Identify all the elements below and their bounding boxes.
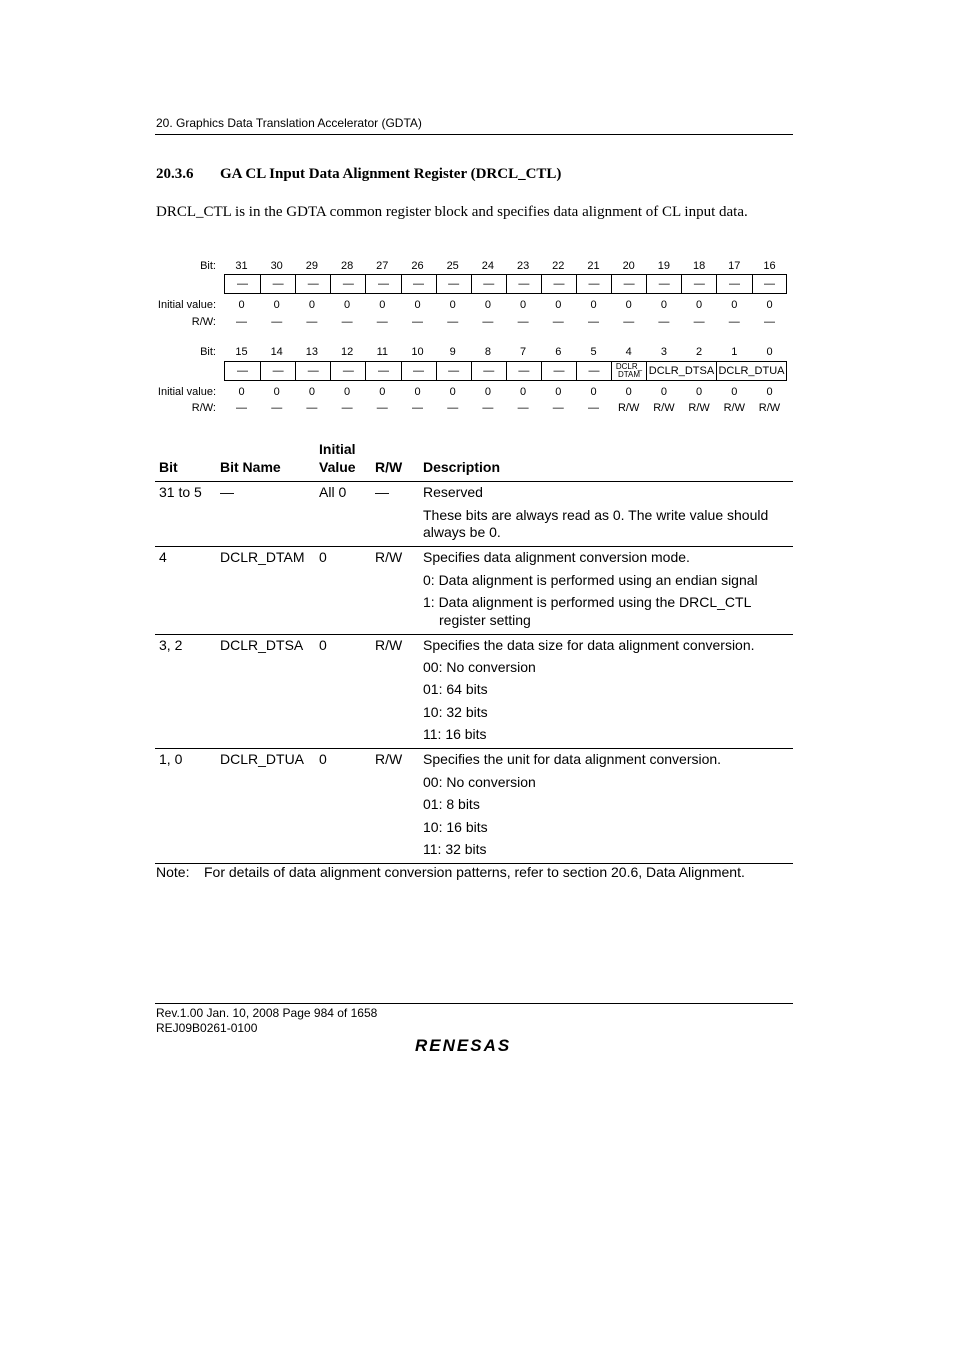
row-initial: 0	[319, 549, 327, 565]
footer-doc-number: REJ09B0261-0100	[156, 1021, 258, 1035]
reserved-field: —	[401, 275, 436, 293]
rw-value: R/W	[758, 402, 781, 414]
initial-value: 0	[696, 386, 703, 398]
rw-value: R/W	[617, 402, 640, 414]
bit-number: 5	[590, 346, 597, 358]
header-rule	[155, 134, 793, 135]
running-header: 20. Graphics Data Translation Accelerator (GDTA)	[156, 116, 422, 130]
rw-value: —	[517, 316, 529, 328]
rw-value: —	[306, 316, 318, 328]
rw-value: —	[728, 316, 740, 328]
footer-rev-line: Rev.1.00 Jan. 10, 2008 Page 984 of 1658	[156, 1006, 378, 1020]
row-description: 10: 32 bits	[423, 704, 488, 720]
rw-value: —	[341, 402, 353, 414]
row-rw: R/W	[375, 751, 403, 767]
initial-value: 0	[449, 386, 456, 398]
initial-value: 0	[238, 386, 245, 398]
rw-value: R/W	[653, 402, 675, 414]
initial-value: 0	[449, 299, 456, 311]
reserved-field: —	[330, 362, 365, 380]
note-label: Note:	[156, 864, 190, 880]
row-description: Specifies data alignment conversion mode.	[423, 549, 690, 565]
initial-value: 0	[590, 386, 597, 398]
row-bit-name: DCLR_DTAM	[220, 549, 305, 565]
reserved-field: —	[237, 365, 249, 377]
bit-number: 14	[270, 346, 283, 358]
rw-value: —	[236, 402, 247, 414]
initial-value: 0	[379, 386, 386, 398]
row-rule	[155, 748, 793, 749]
header-value: Value	[319, 459, 356, 475]
rw-value: —	[764, 316, 775, 328]
rw-value: —	[552, 402, 564, 414]
initial-value: 0	[308, 386, 315, 398]
rw-label: R/W:	[191, 316, 216, 328]
row-bit: 4	[159, 549, 167, 565]
rw-value: —	[412, 402, 423, 414]
row-description: These bits are always read as 0. The write value should	[423, 507, 769, 523]
row-description: always be 0.	[423, 524, 501, 540]
rw-value: —	[271, 402, 283, 414]
renesas-logo	[413, 1035, 535, 1060]
row-initial: All 0	[319, 484, 347, 500]
row-initial: 0	[319, 751, 327, 767]
reserved-field: —	[681, 275, 716, 293]
initial-value: 0	[590, 299, 597, 311]
reserved-field: —	[506, 275, 541, 293]
section-heading: GA CL Input Data Alignment Register (DRCL_CTL)	[220, 166, 562, 182]
rw-value: —	[306, 402, 318, 414]
reserved-field: —	[401, 362, 436, 380]
initial-value: 0	[660, 386, 667, 398]
bit-number: 1	[731, 346, 738, 358]
reserved-field: —	[576, 362, 611, 380]
rw-value: —	[482, 402, 494, 414]
reserved-field: —	[716, 275, 751, 293]
header-bit: Bit	[159, 459, 178, 475]
bit-number: 9	[449, 346, 456, 358]
row-description: Specifies the data size for data alignment conversion.	[423, 637, 755, 653]
intro-paragraph: DRCL_CTL is in the GDTA common register block and specifies data alignment of CL input data.	[156, 204, 748, 220]
bit-number: 12	[340, 346, 354, 358]
rw-value: —	[588, 316, 599, 328]
bit-number: 21	[587, 260, 600, 272]
reserved-field: —	[646, 275, 681, 293]
rw-label: R/W:	[191, 402, 216, 414]
initial-value: 0	[484, 299, 491, 311]
initial-value: 0	[625, 299, 632, 311]
bit-number: 18	[692, 260, 706, 272]
bit-number: 19	[657, 260, 671, 272]
row-description: Specifies the unit for data alignment conversion.	[423, 751, 722, 767]
row-rule	[155, 634, 793, 635]
row-bit-name: DCLR_DTUA	[220, 751, 305, 767]
reserved-field: —	[541, 362, 576, 380]
rw-value: R/W	[723, 402, 745, 414]
table-header-rule	[155, 481, 793, 482]
rw-value: —	[623, 316, 635, 328]
bit-number: 15	[235, 346, 248, 358]
bit-number: 11	[376, 346, 388, 358]
section-title	[156, 166, 561, 183]
row-bit: 3, 2	[159, 637, 183, 653]
initial-value: 0	[696, 299, 703, 311]
initial-value: 0	[555, 299, 562, 311]
initial-value: 0	[273, 386, 280, 398]
header-initial: Initial	[319, 441, 356, 457]
header-description: Description	[423, 459, 501, 475]
bit-number: 23	[516, 260, 530, 272]
field-dclr-dtua: DCLR_DTUA	[716, 362, 786, 380]
reserved-field: —	[436, 362, 471, 380]
initial-value-label: Initial value:	[157, 386, 216, 398]
row-description: register setting	[439, 612, 531, 628]
initial-value: 0	[344, 299, 351, 311]
reserved-field: —	[260, 362, 295, 380]
reserved-field: —	[295, 275, 330, 293]
row-description: 0: Data alignment is performed using an endian signal	[423, 572, 758, 588]
bit-row-label: Bit:	[200, 346, 216, 358]
bit-number: 8	[484, 346, 491, 358]
row-description: 00: No conversion	[423, 774, 536, 790]
bit-number: 26	[411, 260, 424, 272]
initial-value: 0	[273, 299, 280, 311]
bit-number: 4	[625, 346, 632, 358]
row-initial: 0	[319, 637, 327, 653]
row-rw: R/W	[375, 549, 403, 565]
initial-value: 0	[520, 299, 527, 311]
row-description: 00: No conversion	[423, 659, 536, 675]
reserved-field: —	[365, 275, 400, 293]
upper-register-box	[224, 274, 787, 294]
reserved-field: —	[752, 275, 787, 293]
bit-number: 7	[520, 346, 527, 358]
initial-value: 0	[731, 299, 738, 311]
rw-value: —	[693, 316, 705, 328]
initial-value: 0	[520, 386, 527, 398]
reserved-field: —	[541, 275, 576, 293]
row-bit: 31 to 5	[159, 484, 202, 500]
rw-value: —	[341, 316, 353, 328]
rw-value: —	[271, 316, 283, 328]
row-description: 01: 8 bits	[423, 796, 480, 812]
bit-number: 13	[305, 346, 319, 358]
row-description: Reserved	[423, 484, 483, 500]
reserved-field: —	[471, 362, 506, 380]
row-description: 11: 32 bits	[423, 841, 487, 857]
initial-value: 0	[766, 386, 773, 398]
header-rw: R/W	[375, 459, 403, 475]
note-text: For details of data alignment conversion patterns, refer to section 20.6, Data Alignment.	[204, 864, 745, 880]
bit-number: 0	[766, 346, 773, 358]
row-description: 10: 16 bits	[423, 819, 488, 835]
bit-number: 29	[305, 260, 319, 272]
svg-text:RENESAS: RENESAS	[415, 1036, 512, 1055]
initial-value: 0	[555, 386, 562, 398]
reserved-field: —	[611, 275, 646, 293]
initial-value: 0	[731, 386, 738, 398]
bit-number: 28	[340, 260, 354, 272]
reserved-field: —	[506, 362, 541, 380]
row-bit-name: DCLR_DTSA	[220, 637, 304, 653]
initial-value: 0	[625, 386, 632, 398]
field-dclr-dtam: DCLR_ DTAM	[611, 362, 646, 380]
renesas-logo-mark	[413, 1035, 535, 1055]
footer-rule	[155, 1003, 793, 1004]
rw-value: —	[376, 402, 388, 414]
initial-value: 0	[308, 299, 315, 311]
bit-number: 30	[270, 260, 283, 272]
rw-value: R/W	[688, 402, 710, 414]
rw-value: —	[552, 316, 564, 328]
rw-value: —	[447, 316, 459, 328]
reserved-field: —	[436, 275, 471, 293]
bit-number: 2	[696, 346, 703, 358]
bit-number: 22	[552, 260, 565, 272]
initial-value: 0	[414, 299, 421, 311]
initial-value-label: Initial value:	[157, 299, 216, 311]
footer-revision	[156, 1006, 377, 1036]
reserved-field: —	[576, 275, 611, 293]
bit-number: 25	[446, 260, 459, 272]
bit-number: 6	[555, 346, 562, 358]
row-description: 01: 64 bits	[423, 681, 488, 697]
reserved-field: —	[471, 275, 506, 293]
rw-value: —	[376, 316, 388, 328]
initial-value: 0	[379, 299, 386, 311]
rw-value: —	[482, 316, 494, 328]
bit-number: 20	[622, 260, 635, 272]
note	[156, 864, 745, 880]
initial-value: 0	[660, 299, 667, 311]
lower-register-box	[224, 361, 787, 381]
field-dclr-dtsa: DCLR_DTSA	[646, 362, 716, 380]
reserved-field: —	[237, 278, 249, 290]
bit-row-label: Bit:	[200, 260, 216, 272]
header-bit-name: Bit Name	[220, 459, 281, 475]
bit-number: 16	[763, 260, 776, 272]
rw-value: —	[658, 316, 670, 328]
rw-value: —	[588, 402, 599, 414]
bit-number: 10	[411, 346, 424, 358]
rw-value: —	[236, 316, 247, 328]
row-description: 1: Data alignment is performed using the DRCL_CTL	[423, 594, 752, 610]
rw-value: —	[447, 402, 459, 414]
initial-value: 0	[238, 299, 245, 311]
bit-number: 31	[235, 260, 248, 272]
reserved-field: —	[330, 275, 365, 293]
initial-value: 0	[766, 299, 773, 311]
row-bit-name: —	[220, 484, 234, 500]
initial-value: 0	[484, 386, 491, 398]
row-rule	[155, 546, 793, 547]
initial-value: 0	[414, 386, 421, 398]
bit-number: 17	[728, 260, 741, 272]
rw-value: —	[412, 316, 423, 328]
row-description: 11: 16 bits	[423, 726, 487, 742]
bit-number: 27	[376, 260, 389, 272]
rw-value: —	[517, 402, 529, 414]
reserved-field: —	[295, 362, 330, 380]
bit-number: 24	[481, 260, 495, 272]
section-number: 20.3.6	[156, 166, 194, 182]
row-rw: R/W	[375, 637, 403, 653]
row-bit: 1, 0	[159, 751, 183, 767]
bit-number: 3	[660, 346, 667, 358]
reserved-field: —	[365, 362, 400, 380]
initial-value: 0	[344, 386, 351, 398]
row-rw: —	[375, 484, 389, 500]
reserved-field: —	[260, 275, 295, 293]
